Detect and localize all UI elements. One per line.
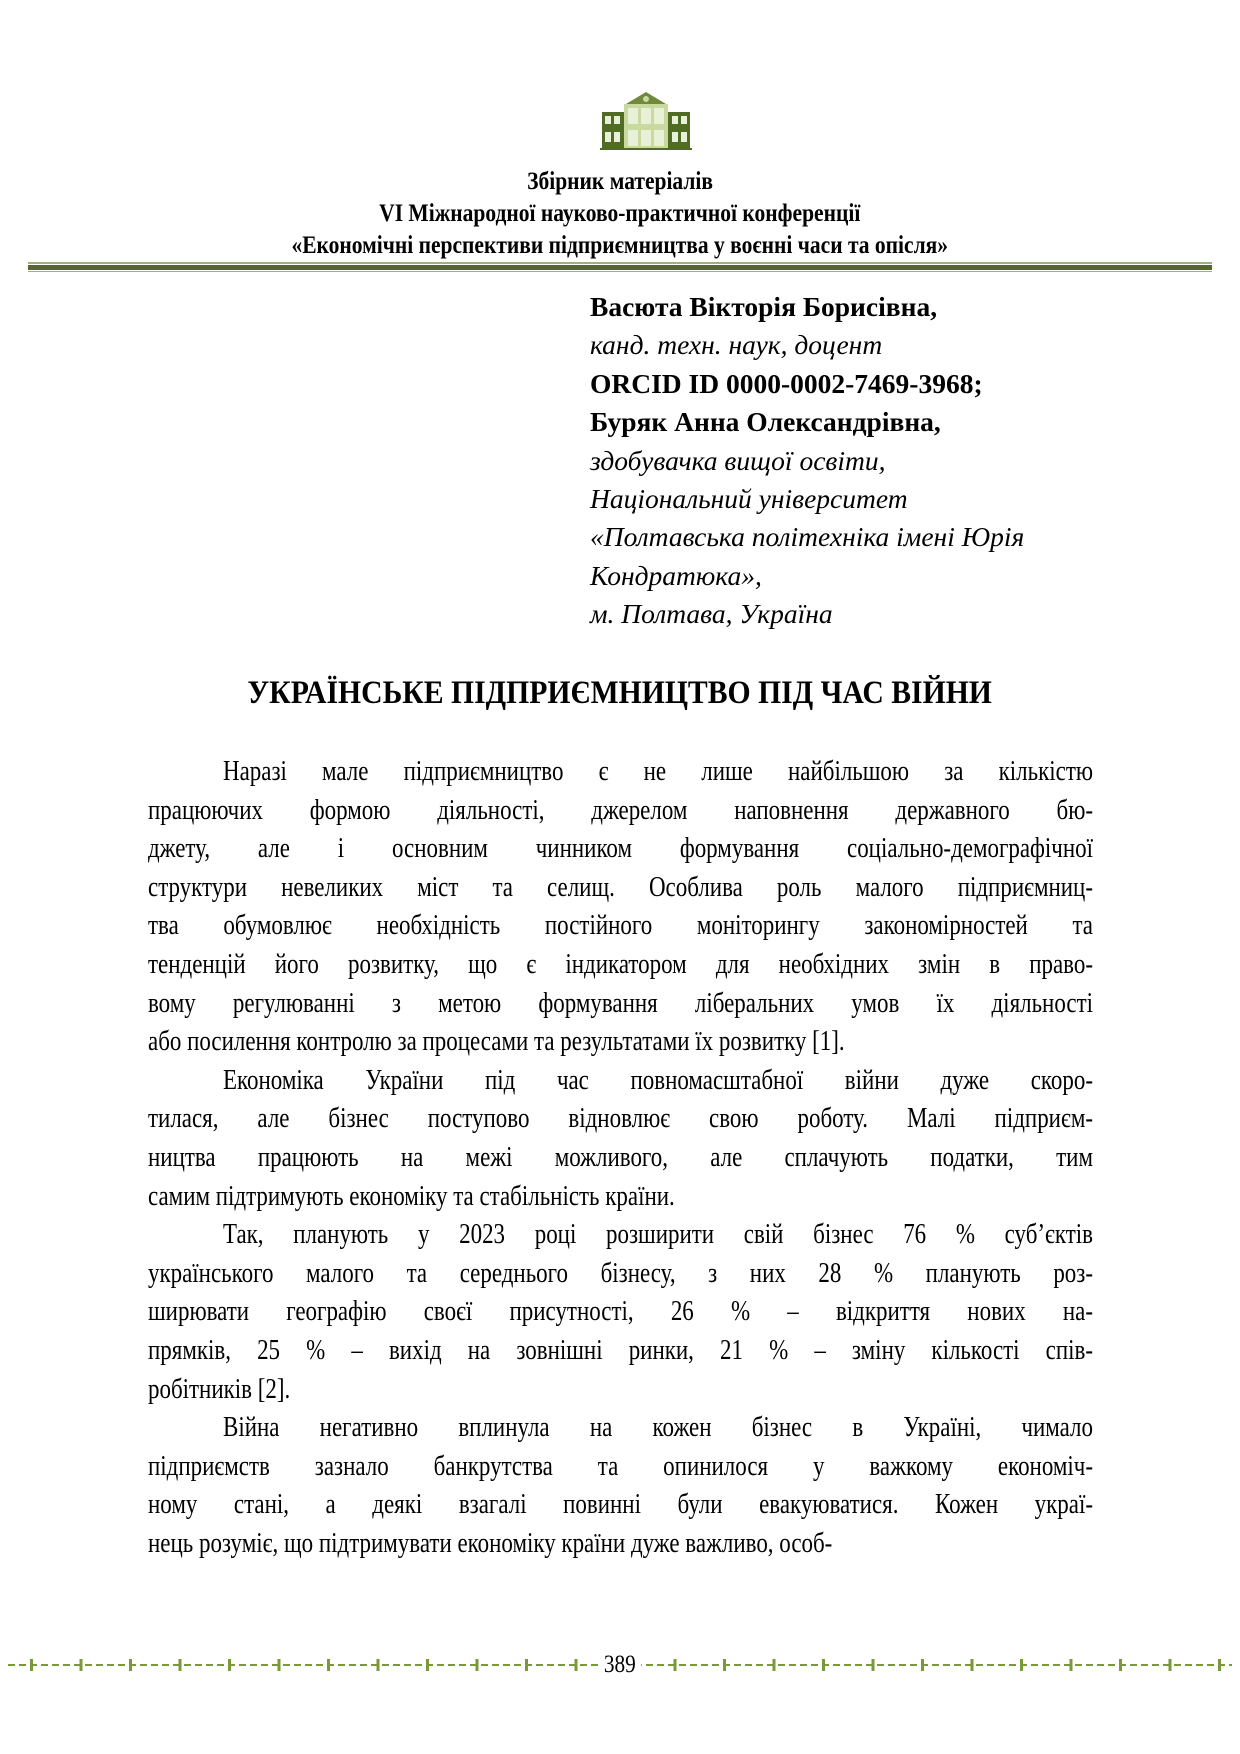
paragraph-first-line bbox=[148, 1062, 1093, 1101]
paragraph-line bbox=[148, 1486, 1093, 1525]
line-text: тва обумовлює необхідність постійного моніторингу закономірностей та bbox=[148, 910, 1093, 942]
paragraph-line bbox=[148, 1255, 1093, 1294]
author-block bbox=[590, 288, 1210, 634]
line-text: тилася, але бізнес поступово відновлює свою роботу. Малі підприєм- bbox=[148, 1103, 1093, 1135]
paragraph-first-line bbox=[148, 1216, 1093, 1255]
paragraph-line bbox=[148, 1178, 1093, 1217]
paragraph-line bbox=[148, 830, 1093, 869]
paragraph-line bbox=[148, 907, 1093, 946]
collection-title: Збірник матеріалів bbox=[527, 168, 713, 195]
page-footer bbox=[0, 1650, 1240, 1680]
author-affiliation-line: м. Полтава, Україна bbox=[590, 598, 833, 630]
line-text: Економіка України під час повномасштабної війни дуже скоро- bbox=[223, 1064, 1094, 1096]
paragraph-line bbox=[148, 1293, 1093, 1332]
article-title: УКРАЇНСЬКЕ ПІДПРИЄМНИЦТВО ПІД ЧАС ВІЙНИ bbox=[247, 675, 993, 711]
line-text: ширювати географію своєї присутності, 26 % – відкриття нових на- bbox=[148, 1296, 1093, 1328]
line-text: Так, планують у 2023 році розширити свій бізнес 76 % суб’єктів bbox=[223, 1219, 1094, 1251]
paragraph-line bbox=[148, 1332, 1093, 1371]
paragraph-first-line bbox=[148, 753, 1093, 792]
conference-title: VI Міжнародної науково-практичної конференції bbox=[379, 200, 861, 227]
paragraph-line bbox=[148, 1371, 1093, 1410]
line-text: робітників [2]. bbox=[148, 1373, 291, 1405]
author-line-bold: Буряк Анна Олександрівна, bbox=[590, 406, 941, 438]
author-line-bold: Васюта Вікторія Борисівна, bbox=[590, 291, 938, 322]
paragraph-first-line bbox=[148, 1409, 1093, 1448]
paragraph-line bbox=[148, 869, 1093, 908]
line-text: вому регулюванні з метою формування ліберальних умов їх діяльності bbox=[148, 987, 1093, 1019]
paragraph-line bbox=[148, 985, 1093, 1024]
building-logo bbox=[598, 86, 694, 152]
line-text: ництва працюють на межі можливого, але сплачують податки, тим bbox=[148, 1141, 1093, 1173]
line-text: ному стані, а деякі взагалі повинні були евакуюватися. Кожен украї- bbox=[148, 1489, 1093, 1521]
line-text: підприємств зазнало банкрутства та опинилося у важкому економіч- bbox=[148, 1450, 1093, 1482]
paragraph-line bbox=[148, 946, 1093, 985]
line-text: джету, але і основним чинником формування соціально-демографічної bbox=[148, 833, 1093, 865]
line-text: Війна негативно вплинула на кожен бізнес в Україні, чимало bbox=[223, 1412, 1094, 1444]
line-text: або посилення контролю за процесами та результатами їх розвитку [1]. bbox=[148, 1026, 845, 1058]
author-affiliation-line: канд. техн. наук, доцент bbox=[590, 329, 883, 361]
author-affiliation-line: «Полтавська політехніка імені Юрія bbox=[590, 521, 1025, 553]
line-text: Наразі мале підприємництво є не лише найбільшою за кількістю bbox=[223, 756, 1094, 787]
author-affiliation-line: Національний університет bbox=[590, 483, 908, 515]
paragraph-line bbox=[148, 1525, 1093, 1564]
article-body bbox=[148, 753, 1093, 1563]
author-line-bold: ORCID ID 0000-0002-7469-3968; bbox=[590, 367, 983, 399]
paragraph-line bbox=[148, 1448, 1093, 1487]
paragraph-line bbox=[148, 1023, 1093, 1062]
line-text: працюючих формою діяльності, джерелом наповнення державного бю- bbox=[148, 794, 1094, 826]
author-affiliation-line: здобувачка вищої освіти, bbox=[590, 444, 886, 476]
line-text: структури невеликих міст та селищ. Особлива роль малого підприємниц- bbox=[148, 871, 1093, 903]
conference-theme: «Економічні перспективи підприємництва у воєнні часи та опісля» bbox=[291, 232, 949, 259]
line-text: українського малого та середнього бізнесу, з них 28 % планують роз- bbox=[148, 1257, 1093, 1289]
line-text: нець розуміє, що підтримувати економіку країни дуже важливо, особ- bbox=[148, 1527, 833, 1559]
paragraph-line bbox=[148, 792, 1093, 831]
line-text: тенденцій його розвитку, що є індикатором для необхідних змін в право- bbox=[148, 948, 1093, 980]
header-divider bbox=[28, 262, 1212, 272]
line-text: прямків, 25 % – вихід на зовнішні ринки, 21 % – зміну кількості спів- bbox=[148, 1334, 1093, 1366]
page-number: 389 bbox=[0, 1650, 1240, 1680]
paragraph-line bbox=[148, 1139, 1093, 1178]
line-text: самим підтримують економіку та стабільність країни. bbox=[148, 1180, 675, 1212]
paragraph-line bbox=[148, 1100, 1093, 1139]
author-affiliation-line: Кондратюка», bbox=[590, 559, 762, 591]
